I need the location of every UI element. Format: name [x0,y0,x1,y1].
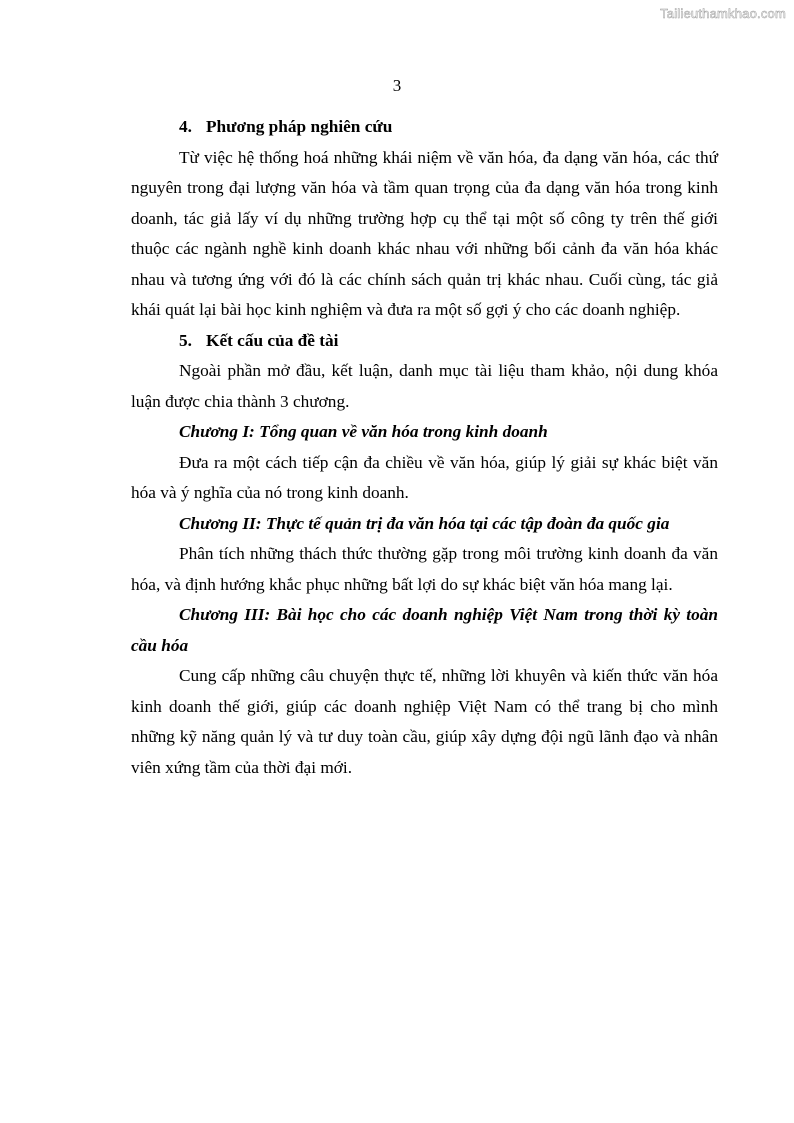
chapter-3-description: Cung cấp những câu chuyện thực tế, những lời khuyên và kiến thức văn hóa kinh doanh thế giới, giúp các doanh nghiệp Việt Nam có thể trang bị cho mình những kỹ năng quản lý và tư duy toàn cầu, giúp xây dựng đội ngũ lãnh đạo và nhân viên xứng tầm của thời đại mới. [131,666,718,777]
section-title: Kết cấu của đề tài [206,330,339,350]
chapter-3-title: Chương III: Bài học cho các doanh nghiệp Việt Nam trong thời kỳ toàn cầu hóa [131,605,718,655]
chapter-2-title: Chương II: Thực tế quản trị đa văn hóa tại các tập đoàn đa quốc gia [179,513,670,533]
chapter-2-description: Phân tích những thách thức thường gặp trong môi trường kinh doanh đa văn hóa, và định hướng khắc phục những bất lợi do sự khác biệt văn hóa mang lại. [131,544,718,594]
chapter-1-title: Chương I: Tổng quan về văn hóa trong kinh doanh [179,422,548,441]
section-paragraph-research-method: Từ việc hệ thống hoá những khái niệm về văn hóa, đa dạng văn hóa, các thứ nguyên trong đại lượng văn hóa và tầm quan trọng của đa dạng văn hóa trong kinh doanh, tác giả lấy ví dụ những trường hợp cụ thể tại một số công ty trên thế giới thuộc các ngành nghề kinh doanh khác nhau với những bối cảnh đa văn hóa khác nhau và tương ứng với đó là các chính sách quản trị khác nhau. Cuối cùng, tác giả khái quát lại bài học kinh nghiệm và đưa ra một số gợi ý cho các doanh nghiệp. [131,147,718,319]
section-heading-structure [131,326,718,357]
section-number: 5. [179,330,192,350]
page-number: 3 [392,76,402,95]
section-number: 4. [179,117,192,136]
section-title: Phương pháp nghiên cứu [206,117,393,136]
section-heading-research-method [131,112,718,143]
document-body [131,112,718,783]
chapter-1-description: Đưa ra một cách tiếp cận đa chiều về văn hóa, giúp lý giải sự khác biệt văn hóa và ý nghĩa của nó trong kinh doanh. [131,452,718,502]
watermark: Tailieuthamkhao.com [660,6,786,21]
section-paragraph-structure: Ngoài phần mở đầu, kết luận, danh mục tài liệu tham khảo, nội dung khóa luận được chia thành 3 chương. [131,361,718,411]
